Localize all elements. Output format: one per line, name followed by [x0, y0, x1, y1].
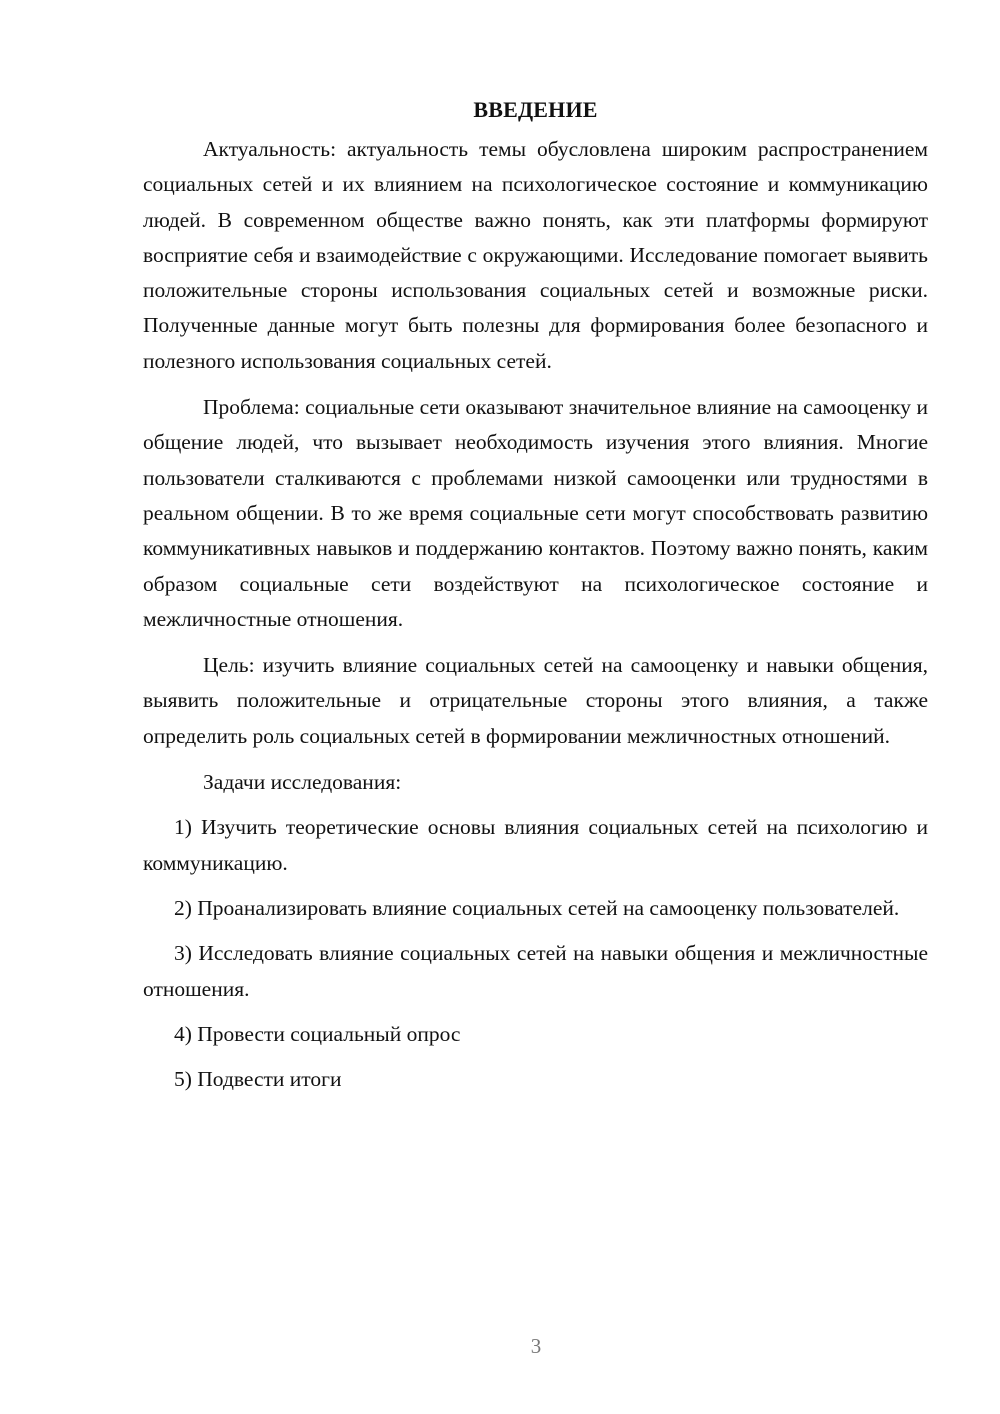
- spacer: [143, 637, 928, 648]
- spacer: [143, 1052, 928, 1062]
- paragraph-goal: Цель: изучить влияние социальных сетей на самооценку и навыки общения, выявить положительные и отрицательные стороны этого влияния, а также определить роль социальных сетей в формировании межличностных отношений.: [143, 653, 928, 748]
- task-item-5: 5) Подвести итоги: [174, 1067, 342, 1092]
- task-item-1: 1) Изучить теоретические основы влияния социальных сетей на психологию и коммуникацию.: [143, 815, 928, 875]
- paragraph-problem: Проблема: социальные сети оказывают значительное влияние на самооценку и общение людей, что вызывает необходимость изучения этого влияния. Многие пользователи сталкиваются с проблемами низкой самооценки или трудностями в реальном общении. В то же время социальные сети могут способствовать развитию коммуникативных навыков и поддержанию контактов. Поэтому важно понять, каким образом социальные сети воздействуют на психологическое состояние и межличностные отношения.: [143, 395, 928, 631]
- tasks-title: Задачи исследования:: [203, 770, 402, 795]
- section-heading: ВВЕДЕНИЕ: [473, 97, 598, 122]
- spacer: [143, 800, 928, 810]
- task-item-2: 2) Проанализировать влияние социальных сетей на самооценку пользователей.: [174, 895, 900, 920]
- spacer: [143, 881, 928, 891]
- spacer: [143, 754, 928, 765]
- paragraph-relevance: Актуальность: актуальность темы обусловлена широким распространением социальных сетей и их влиянием на психологическое состояние и коммуникацию людей. В современном обществе важно понять, как эти платформы формируют восприятие себя и взаимодействие с окружающими. Исследование помогает выявить положительные стороны использования социальных сетей и возможные риски. Полученные данные могут быть полезны для формирования более безопасного и полезного использования социальных сетей.: [143, 137, 928, 373]
- document-page: [143, 92, 928, 1097]
- task-item-4: 4) Провести социальный опрос: [174, 1021, 461, 1046]
- spacer: [143, 1007, 928, 1017]
- spacer: [143, 379, 928, 390]
- task-item-3: 3) Исследовать влияние социальных сетей на навыки общения и межличностные отношения.: [143, 941, 928, 1001]
- spacer: [143, 926, 928, 936]
- page-number: 3: [530, 1334, 542, 1358]
